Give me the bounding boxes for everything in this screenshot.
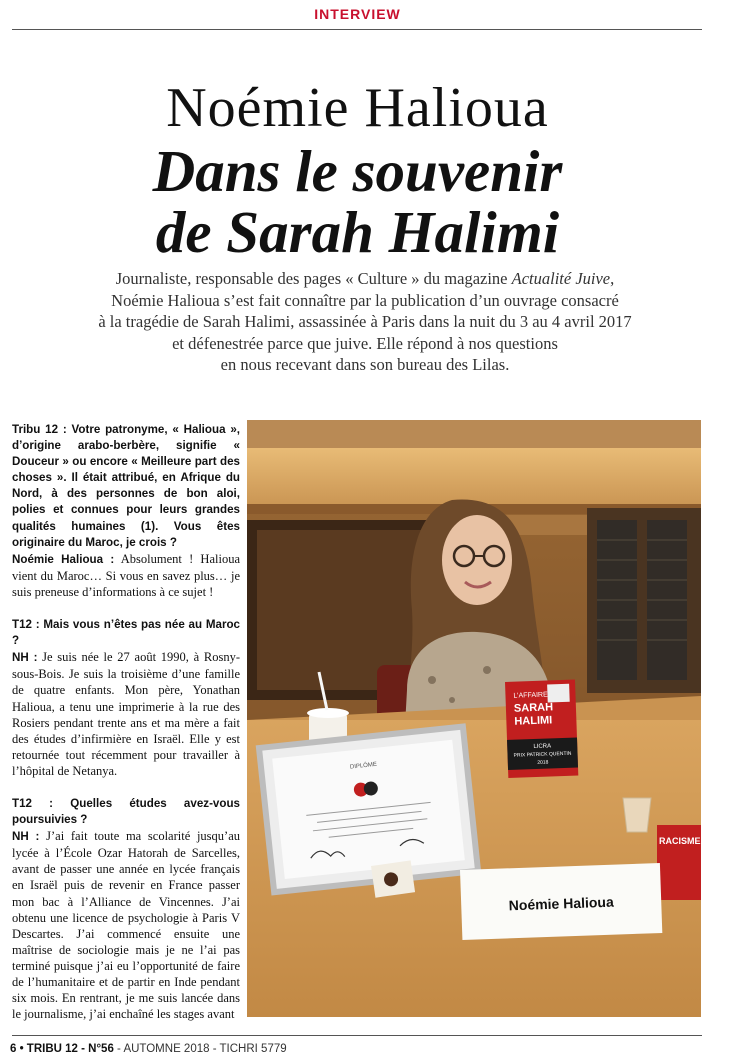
- footer-issue: - AUTOMNE 2018 - TICHRI 5779: [113, 1043, 287, 1055]
- intro-text: Journaliste, responsable des pages « Culture » du magazine: [115, 269, 512, 288]
- question-2: T12 : Mais vous n’êtes pas née au Maroc ?: [12, 618, 240, 648]
- magazine-name: Actualité Juive: [511, 269, 611, 288]
- answer-speaker: NH :: [12, 830, 40, 844]
- page-footer: [10, 1043, 287, 1055]
- intro-line: et défenestrée parce que juive. Elle répond à nos questions: [172, 333, 558, 353]
- answer-text: Absolument ! Halioua vient du Maroc… Si vous en savez plus… je suis preneuse d’informations à ce sujet !: [12, 551, 241, 599]
- footer-divider: [12, 1035, 702, 1036]
- header-divider: [12, 29, 702, 30]
- intro-line: en nous recevant dans son bureau des Lilas.: [220, 355, 510, 374]
- book-band-1: LICRA: [533, 743, 552, 751]
- answer-text: Je suis née le 27 août 1990, à Rosny-sous-Bois. Je suis la troisième d’une famille de quatre enfants. Mon père, Yonathan Halioua, a tenu une imprimerie à la rue des Rosiers pendant trente ans et ma mère a fait des études d’infirmière en Israël. Elle y est retournée tout récemment pour travailler à l’hôpital de Netanya.: [12, 650, 241, 778]
- article-intro: [40, 268, 690, 376]
- interview-column: [12, 422, 240, 1039]
- article-title-line-2: Dans le souvenir: [152, 138, 563, 204]
- book-title-1: L’AFFAIRE: [513, 691, 548, 700]
- diploma-title: DIPLÔME: [349, 761, 378, 771]
- footer-page: 6 • TRIBU 12 - N°56: [10, 1043, 114, 1055]
- article-title-line-3: de Sarah Halimi: [155, 199, 560, 265]
- name-card-label: Noémie Halioua: [508, 893, 614, 914]
- book-title-3: HALIMI: [514, 714, 553, 728]
- book-title-2: SARAH: [513, 701, 554, 715]
- answer-2: [12, 649, 240, 779]
- article-title-name: Noémie Halioua: [166, 77, 549, 139]
- intro-line: [40, 268, 690, 290]
- intro-line: Noémie Halioua s’est fait connaître par la publication d’un ouvrage consacré: [111, 290, 619, 310]
- poster-text: RACISME: [659, 836, 701, 846]
- section-label: INTERVIEW: [314, 6, 401, 22]
- answer-speaker: NH :: [12, 651, 38, 665]
- book-band-3: 2018: [537, 759, 549, 766]
- answer-3: [12, 828, 240, 1022]
- intro-line: à la tragédie de Sarah Halimi, assassinée à Paris dans la nuit du 3 au 4 avril 2017: [98, 312, 632, 331]
- intro-text: ,: [610, 269, 615, 288]
- question-3: T12 : Quelles études avez-vous poursuivies ?: [12, 796, 240, 827]
- question-1: Tribu 12 : Votre patronyme, « Halioua », d’origine arabo-berbère, signifie « Douceur » ou encore « Meilleure part des choses ». Il était attribué, en Afrique du Nord, à des personnes de bon aloi, polies et connues pour leurs grandes qualités humaines (1). Vous êtes originaire du Maroc, je crois ?: [12, 423, 240, 549]
- portrait-photo: [247, 420, 701, 1017]
- answer-1: [12, 551, 240, 600]
- answer-text: J’ai fait toute ma scolarité jusqu’au lycée à l’École Ozar Hatorah de Sarcelles, avant de passer une année en lycée français en Israël puis de revenir en France passer mon bac à l’Alliance de Vincennes. J’ai obtenu une licence de psychologie à Paris V Descartes. J’ai commencé ensuite une maîtrise de sociologie mais je ne l’ai pas terminé puisque j’ai eu l’opportunité de faire de l’humanitaire et de partir en Inde pendant six mois. En rentrant, je me suis lancée dans le journalisme, j’ai enchaîné les stages avant: [12, 829, 241, 1022]
- answer-speaker: Noémie Halioua :: [12, 552, 115, 566]
- book-band-2: PRIX PATRICK QUENTIN: [513, 750, 572, 759]
